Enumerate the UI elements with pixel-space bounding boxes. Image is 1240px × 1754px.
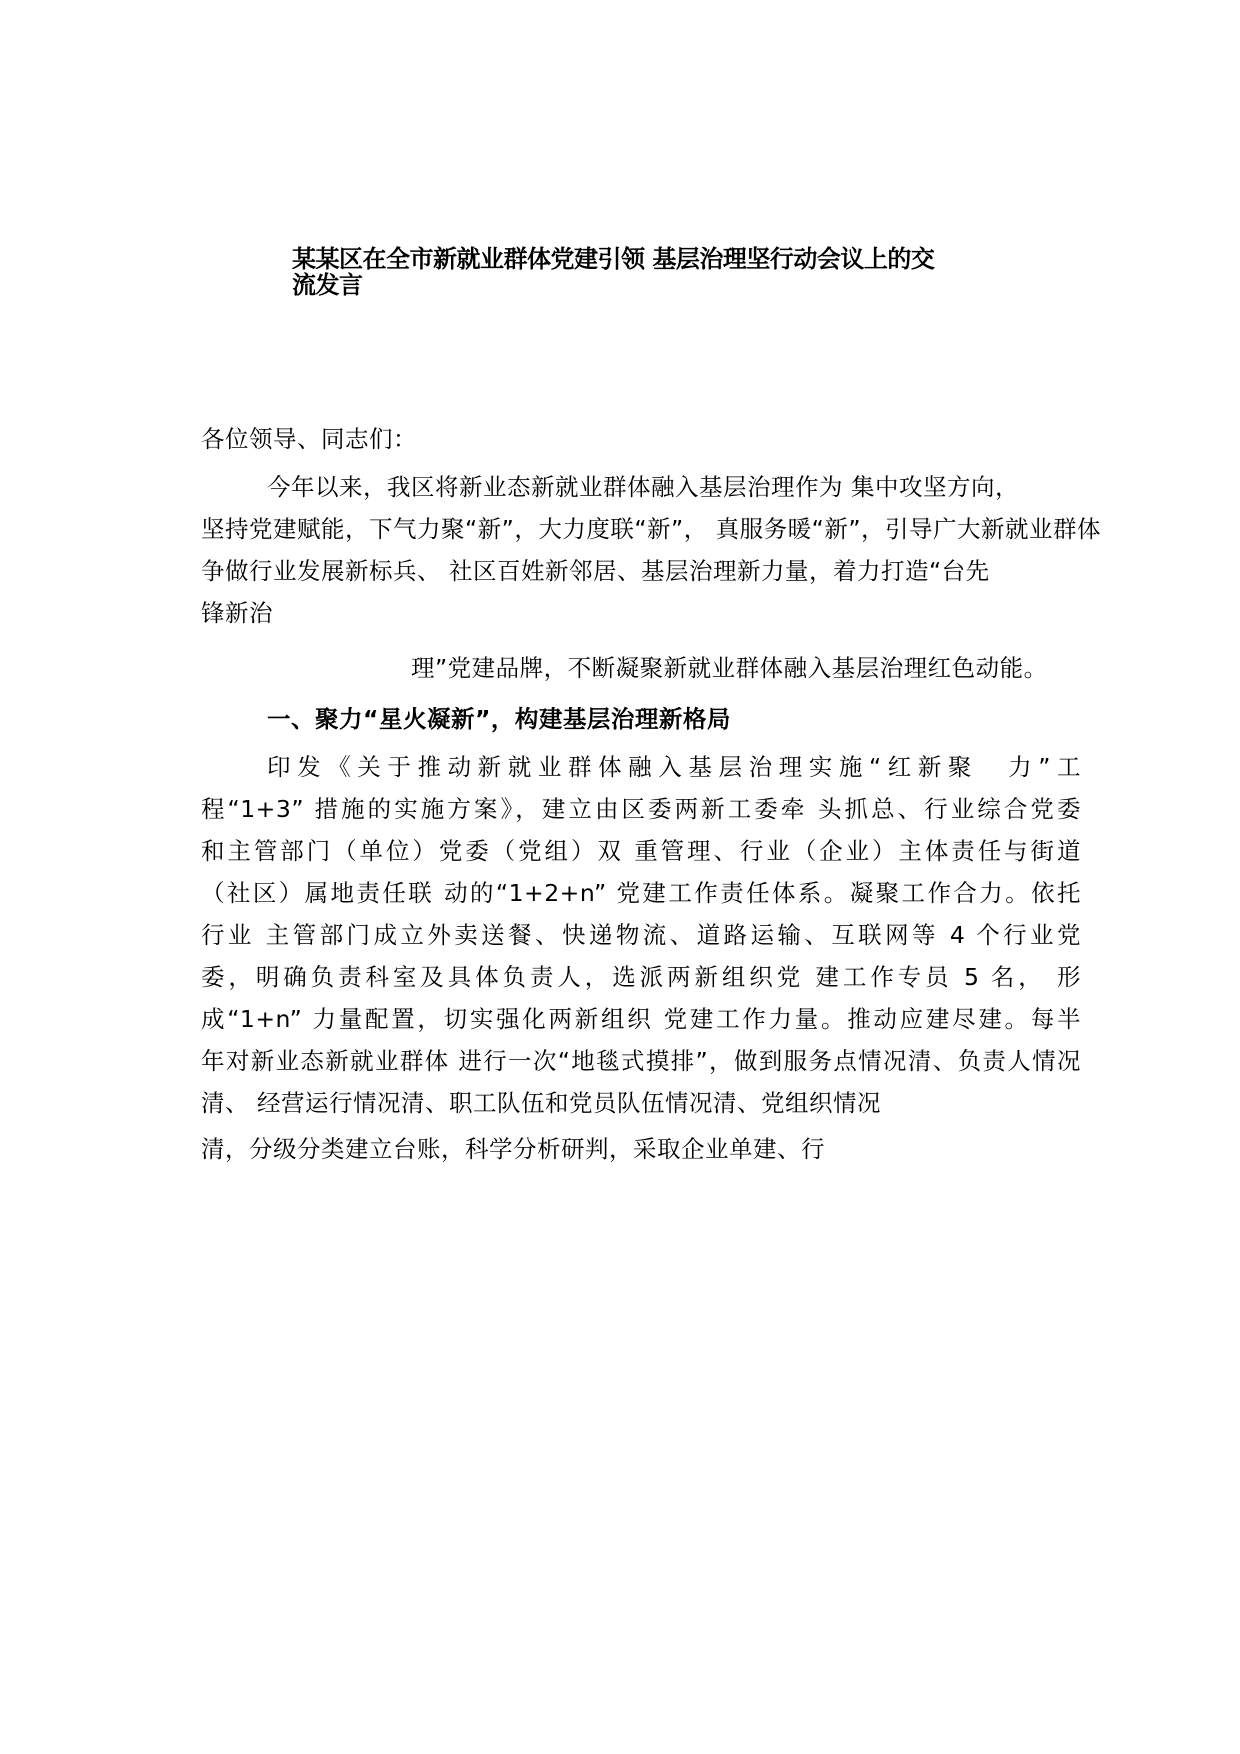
paragraph-line: 程“1+3” 措施的实施方案》，建立由区委两新工委牵 头抓总、行业综合党委: [201, 795, 1081, 823]
salutation: 各位领导、同志们：: [201, 425, 417, 453]
paragraph-line: 委，明确负责科室及具体负责人，选派两新组织党 建工作专员 5 名， 形: [201, 963, 1081, 991]
paragraph-trailing-line: 清，分级分类建立台账，科学分析研判，采取企业单建、行: [201, 1135, 825, 1163]
section-heading: [201, 698, 1081, 740]
paragraph-line: （社区）属地责任联 动的“1+2+n” 党建工作责任体系。凝聚工作合力。依托: [201, 879, 1081, 907]
paragraph-intro: [201, 466, 1102, 634]
paragraph-line: 年对新业态新就业群体 进行一次“地毯式摸排”，做到服务点情况清、负责人情况: [201, 1047, 1081, 1075]
paragraph-line: 行业 主管部门成立外卖送餐、快递物流、道路运输、互联网等 4 个行业党: [201, 921, 1081, 949]
paragraph-line: 成“1+n” 力量配置，切实强化两新组织 党建工作力量。推动应建尽建。每半: [201, 1005, 1081, 1033]
paragraph-line: 锋新治: [201, 599, 273, 627]
paragraph-line: 坚持党建赋能，下气力聚“新”，大力度联“新”， 真服务暖“新”，引导广大新就业群体: [201, 515, 1102, 543]
paragraph-line: 争做行业发展新标兵、 社区百姓新邻居、基层治理新力量，着力打造“台先: [201, 557, 990, 585]
paragraph-line: 理”党建品牌，不断凝聚新就业群体融入基层治理红色动能。: [411, 654, 1048, 682]
paragraph-line: 和主管部门（单位）党委（党组）双 重管理、行业（企业）主体责任与街道: [201, 837, 1081, 865]
section-heading-text: 一、聚力“星火凝新”，构建基层治理新格局: [267, 705, 731, 733]
paragraph-line: 清、 经营运行情况清、职工队伍和党员队伍情况清、党组织情况: [201, 1089, 881, 1117]
paragraph-line: 今年以来，我区将新业态新就业群体融入基层治理作为 集中攻坚方向，: [267, 473, 1019, 501]
paragraph-intro-continuation: [201, 647, 1081, 689]
paragraph-line: 印发《关于推动新就业群体融入基层治理实施“红新聚 力”工: [267, 753, 1081, 781]
title-line: 某某区在全市新就业群体党建引领 基层治理坚行动会议上的交: [292, 245, 935, 273]
paragraph-section-one: [201, 746, 1081, 1124]
document-title: [292, 246, 992, 298]
title-line: 流发言: [292, 271, 363, 299]
